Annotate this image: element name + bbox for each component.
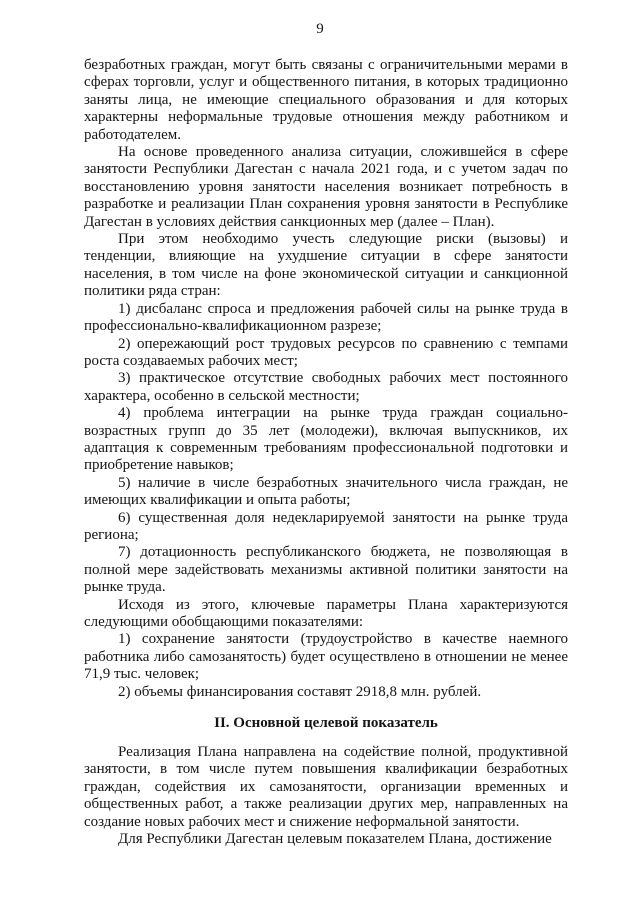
paragraph-continuation: безработных граждан, могут быть связаны с ограничительными мерами в сферах торговли, услуг и общественного питания, в которых традиционно заняты лица, не имеющие специального образования и для которых характерны неформальные трудовые отношения между работником и работодателем. bbox=[84, 57, 568, 143]
section-heading: II. Основной целевой показатель bbox=[214, 715, 438, 732]
risk-item-6: 6) существенная доля недекларируемой занятости на рынке труда региона; bbox=[84, 509, 568, 543]
paragraph-key-parameters: Исходя из этого, ключевые параметры Плана характеризуются следующими обобщающими показателями: bbox=[84, 596, 568, 630]
document-body bbox=[84, 57, 568, 848]
risk-item-3: 3) практическое отсутствие свободных рабочих мест постоянного характера, особенно в сельской местности; bbox=[84, 370, 568, 404]
risk-item-2: 2) опережающий рост трудовых ресурсов по сравнению с темпами роста создаваемых рабочих мест; bbox=[84, 335, 568, 369]
paragraph-risks-intro: При этом необходимо учесть следующие риски (вызовы) и тенденции, влияющие на ухудшение ситуации в сфере занятости населения, в том числе на фоне экономической ситуации и санкционной политики ряда стран: bbox=[84, 231, 568, 300]
parameter-item-1: 1) сохранение занятости (трудоустройство в качестве наемного работника либо самозанятость) будет осуществлено в отношении не менее 71,9 тыс. человек; bbox=[84, 631, 568, 683]
paragraph-target-indicator: Для Республики Дагестан целевым показателем Плана, достижение bbox=[118, 831, 552, 848]
paragraph-plan-goals: Реализация Плана направлена на содействие полной, продуктивной занятости, в том числе путем повышения квалификации безработных граждан, содействия их самозанятости, организации временных и общественных работ, а также реализации других мер, направленных на создание новых рабочих мест и снижение неформальной занятости. bbox=[84, 744, 568, 830]
parameter-item-2: 2) объемы финансирования составят 2918,8 млн. рублей. bbox=[118, 683, 482, 700]
risk-item-5: 5) наличие в числе безработных значительного числа граждан, не имеющих квалификации и опыта работы; bbox=[84, 474, 568, 509]
risk-item-7: 7) дотационность республиканского бюджета, не позволяющая в полной мере задействовать механизмы активной политики занятости на рынке труда. bbox=[84, 544, 568, 596]
page-number: 9 bbox=[316, 21, 324, 37]
risk-item-4: 4) проблема интеграции на рынке труда граждан социально-возрастных групп до 35 лет (молодежи), включая выпускников, их адаптация к современным требованиям профессиональной подготовки и приобретение навыков; bbox=[84, 405, 568, 474]
risk-item-1: 1) дисбаланс спроса и предложения рабочей силы на рынке труда в профессионально-квалификационном разрезе; bbox=[84, 300, 568, 335]
paragraph-analysis: На основе проведенного анализа ситуации, сложившейся в сфере занятости Республики Дагестан с начала 2021 года, и с учетом задач по восстановлению уровня занятости населения возникает потребность в разработке и реализации План сохранения уровня занятости в Республике Дагестан в условиях действия санкционных мер (далее – План). bbox=[84, 144, 568, 230]
